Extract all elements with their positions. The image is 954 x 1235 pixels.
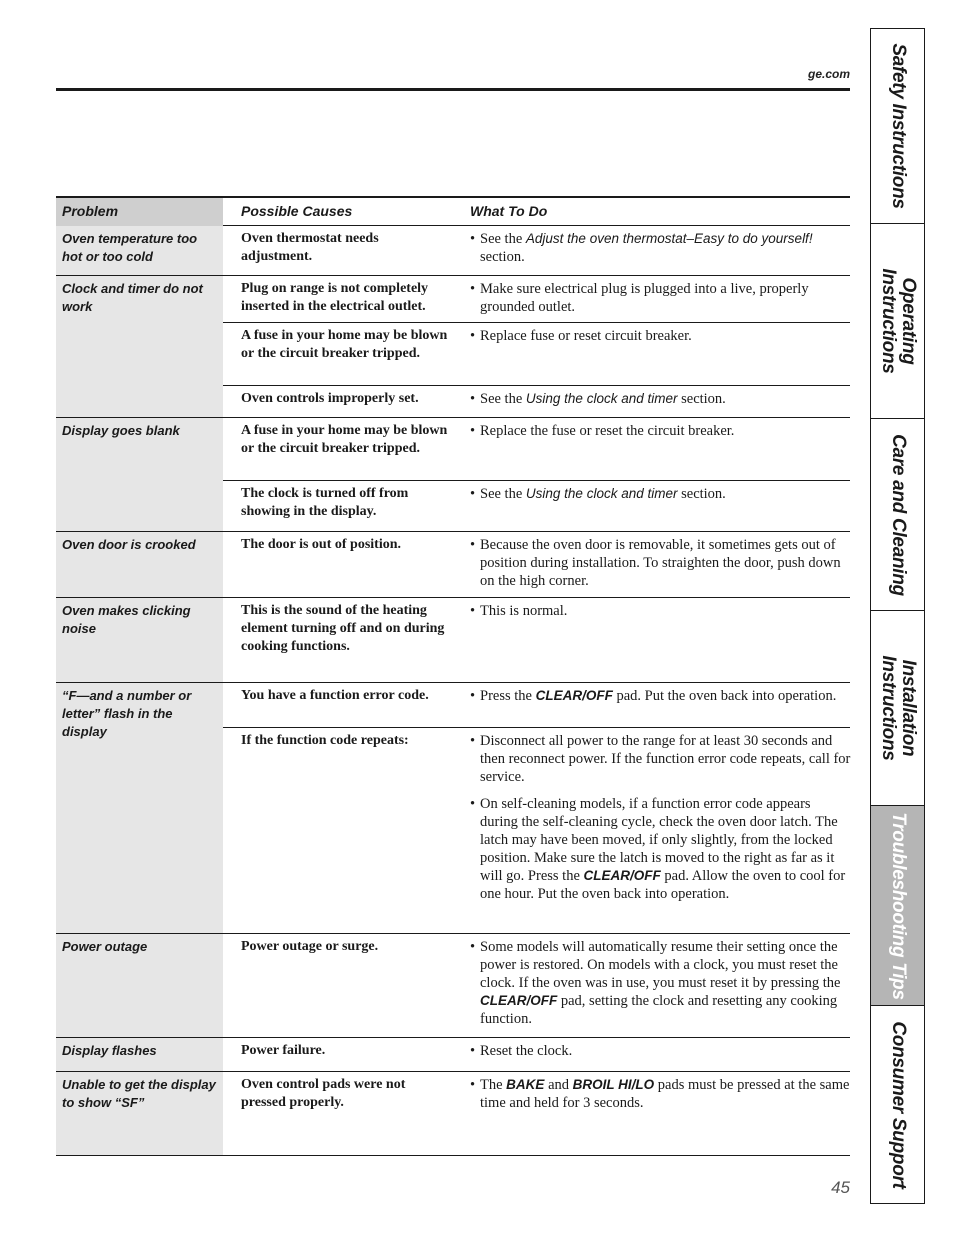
bullet-icon: •	[470, 1043, 476, 1059]
table-row	[223, 322, 850, 386]
table-row	[223, 418, 850, 480]
problem-group	[56, 598, 850, 683]
what-to-do	[470, 1076, 852, 1112]
text-run: Reset the clock.	[480, 1043, 573, 1059]
troubleshooting-table	[56, 196, 850, 1156]
todo-text	[470, 602, 852, 620]
possible-cause: You have a function error code.	[241, 688, 429, 703]
todo-text	[470, 230, 852, 266]
table-row	[223, 532, 850, 598]
todo-item	[470, 536, 852, 590]
problem-cell	[56, 418, 223, 531]
table-row	[223, 385, 850, 419]
text-run: See the	[480, 486, 526, 502]
problem-cell	[56, 598, 223, 682]
text-run: See the	[480, 231, 526, 247]
text-run: Some models will automatically resume their setting once the power is restored. On models with a clock, you must reset the clock. If the oven was in use, you must reset it by pressing the	[480, 939, 841, 991]
control-pad-name: BROIL HI/LO	[572, 1077, 655, 1092]
bullet-icon: •	[470, 391, 476, 407]
todo-text	[470, 485, 852, 503]
tab-label: Safety Instructions	[887, 43, 909, 209]
site-url[interactable]: ge.com	[807, 67, 850, 81]
problem-text: Clock and timer do not work	[62, 281, 203, 314]
text-run: On self-cleaning models, if a function error code appears during the self-cleaning cycle, check the oven door latch. The latch may have been moved, if only slightly, from the locked position. Make sure the latch is moved to the right as far as it will go. Press the	[480, 796, 838, 884]
text-run: See the	[480, 391, 526, 407]
header-todo: What To Do	[470, 203, 548, 219]
text-run: section.	[677, 391, 726, 407]
text-run: Replace the fuse or reset the circuit breaker.	[480, 423, 735, 439]
possible-cause: Plug on range is not completely inserted in the electrical outlet.	[241, 281, 429, 314]
bullet-icon: •	[470, 733, 476, 749]
bullet-icon: •	[470, 423, 476, 439]
table-row	[223, 1038, 850, 1072]
bullet-icon: •	[470, 537, 476, 553]
todo-text	[470, 1042, 852, 1060]
header-causes: Possible Causes	[241, 203, 353, 219]
table-row	[223, 1072, 850, 1156]
table-row	[223, 683, 850, 727]
problem-cell	[56, 683, 223, 933]
problem-group	[56, 1038, 850, 1072]
todo-item	[470, 422, 852, 440]
header-problem: Problem	[62, 203, 119, 219]
tab-safety-instructions[interactable]	[871, 29, 924, 224]
todo-item	[470, 1076, 852, 1112]
section-tabs	[870, 28, 925, 1204]
table-header	[56, 196, 850, 226]
bullet-icon: •	[470, 603, 476, 619]
problem-group	[56, 418, 850, 532]
possible-cause: Oven control pads were not pressed properly.	[241, 1077, 406, 1110]
todo-item	[470, 485, 852, 503]
bullet-icon: •	[470, 231, 476, 247]
todo-text	[470, 327, 852, 345]
control-pad-name: BAKE	[506, 1077, 545, 1092]
tab-care-and-cleaning[interactable]	[871, 419, 924, 611]
todo-text	[470, 687, 852, 705]
possible-cause: The clock is turned off from showing in the display.	[241, 486, 409, 519]
problem-group	[56, 276, 850, 418]
what-to-do	[470, 230, 852, 266]
text-run: section.	[480, 249, 525, 265]
todo-text	[470, 422, 852, 440]
possible-cause: If the function code repeats:	[241, 733, 409, 748]
problem-group	[56, 532, 850, 598]
problem-text: Oven temperature too hot or too cold	[62, 231, 198, 264]
problem-cell	[56, 934, 223, 1037]
todo-item	[470, 687, 852, 705]
what-to-do	[470, 687, 852, 705]
todo-item	[470, 327, 852, 345]
possible-cause: Power outage or surge.	[241, 939, 379, 954]
page-number: 45	[831, 1178, 850, 1197]
todo-text	[470, 536, 852, 590]
possible-cause: Oven controls improperly set.	[241, 391, 419, 406]
text-run: pad. Put the oven back into operation.	[612, 688, 837, 704]
possible-cause: Oven thermostat needs adjustment.	[241, 231, 379, 264]
text-run: pad, setting the clock and resetting any cooking function.	[480, 993, 838, 1027]
problem-group	[56, 934, 850, 1038]
what-to-do	[470, 536, 852, 590]
problem-text: Display flashes	[62, 1043, 157, 1058]
tab-label: Care and Cleaning	[887, 433, 909, 596]
table-row	[223, 276, 850, 322]
problem-cell	[56, 532, 223, 597]
tab-label: Operating Instructions	[877, 268, 919, 374]
problem-text: Power outage	[62, 939, 148, 954]
todo-text	[470, 280, 852, 316]
todo-item	[470, 230, 852, 266]
control-pad-name: CLEAR/OFF	[535, 688, 613, 703]
todo-text	[470, 795, 852, 903]
tab-consumer-support[interactable]	[871, 1006, 924, 1203]
table-row	[223, 934, 850, 1038]
problem-cell	[56, 1038, 223, 1071]
text-run: The	[480, 1077, 507, 1093]
todo-text	[470, 938, 852, 1028]
control-pad-name: CLEAR/OFF	[480, 993, 558, 1008]
bullet-icon: •	[470, 796, 476, 812]
possible-cause: This is the sound of the heating element turning off and on during cooking functions.	[241, 603, 445, 654]
todo-item	[470, 280, 852, 316]
tab-label: Consumer Support	[887, 1020, 909, 1189]
bullet-icon: •	[470, 1077, 476, 1093]
todo-text	[470, 732, 852, 786]
bullet-icon: •	[470, 688, 476, 704]
text-run: Replace fuse or reset circuit breaker.	[480, 328, 692, 344]
what-to-do	[470, 422, 852, 440]
todo-text	[470, 1076, 852, 1112]
table-row	[223, 226, 850, 276]
problem-cell	[56, 276, 223, 417]
text-run: pad. Allow the oven to cool for one hour. Put the oven back into operation.	[480, 868, 846, 902]
problem-text: Oven door is crooked	[62, 537, 196, 552]
tab-installation-instructions[interactable]	[871, 611, 924, 806]
control-pad-name: CLEAR/OFF	[583, 868, 661, 883]
top-rule	[56, 88, 850, 91]
table-row	[223, 598, 850, 683]
text-run: Make sure electrical plug is plugged into a live, properly grounded outlet.	[480, 281, 809, 315]
problem-group	[56, 1072, 850, 1156]
section-reference: Using the clock and timer	[525, 486, 678, 501]
problem-group	[56, 683, 850, 934]
todo-item	[470, 1042, 852, 1060]
todo-item	[470, 795, 852, 903]
tab-label: Installation Instructions	[877, 655, 919, 761]
what-to-do	[470, 280, 852, 316]
tab-label: Troubleshooting Tips	[887, 811, 909, 1000]
possible-cause: A fuse in your home may be blown or the circuit breaker tripped.	[241, 328, 448, 361]
problem-text: Oven makes clicking noise	[62, 603, 191, 636]
text-run: This is normal.	[480, 603, 568, 619]
problem-text: Display goes blank	[62, 423, 180, 438]
tab-operating-instructions[interactable]	[871, 224, 924, 419]
text-run: Because the oven door is removable, it sometimes gets out of position during installation. To straighten the door, push down on the high corner.	[480, 537, 841, 589]
possible-cause: Power failure.	[241, 1043, 326, 1058]
table-row	[223, 727, 850, 935]
problem-group	[56, 226, 850, 276]
bullet-icon: •	[470, 328, 476, 344]
what-to-do	[470, 732, 852, 903]
what-to-do	[470, 602, 852, 620]
what-to-do	[470, 327, 852, 345]
what-to-do	[470, 390, 852, 408]
possible-cause: The door is out of position.	[241, 537, 401, 552]
text-run: section.	[677, 486, 726, 502]
text-run: Disconnect all power to the range for at least 30 seconds and then reconnect power. If the function error code repeats, call for service.	[480, 733, 851, 785]
todo-text	[470, 390, 852, 408]
problem-text: Unable to get the display to show “SF”	[62, 1077, 216, 1110]
section-reference: Adjust the oven thermostat–Easy to do yourself!	[525, 231, 813, 246]
text-run: Press the	[480, 688, 536, 704]
problem-cell	[56, 226, 223, 275]
possible-cause: A fuse in your home may be blown or the circuit breaker tripped.	[241, 423, 448, 456]
bullet-icon: •	[470, 939, 476, 955]
todo-item	[470, 732, 852, 786]
what-to-do	[470, 938, 852, 1028]
text-run: and	[544, 1077, 573, 1093]
text-run: pads must be pressed at the same time and held for 3 seconds.	[480, 1077, 850, 1111]
what-to-do	[470, 1042, 852, 1060]
bullet-icon: •	[470, 486, 476, 502]
problem-cell	[56, 1072, 223, 1155]
todo-item	[470, 602, 852, 620]
table-body	[56, 226, 850, 1156]
tab-troubleshooting-tips[interactable]	[871, 806, 924, 1006]
todo-item	[470, 938, 852, 1028]
what-to-do	[470, 485, 852, 503]
bullet-icon: •	[470, 281, 476, 297]
problem-text: “F—and a number or letter” flash in the display	[62, 688, 192, 739]
table-row	[223, 480, 850, 533]
todo-item	[470, 390, 852, 408]
section-reference: Using the clock and timer	[525, 391, 678, 406]
